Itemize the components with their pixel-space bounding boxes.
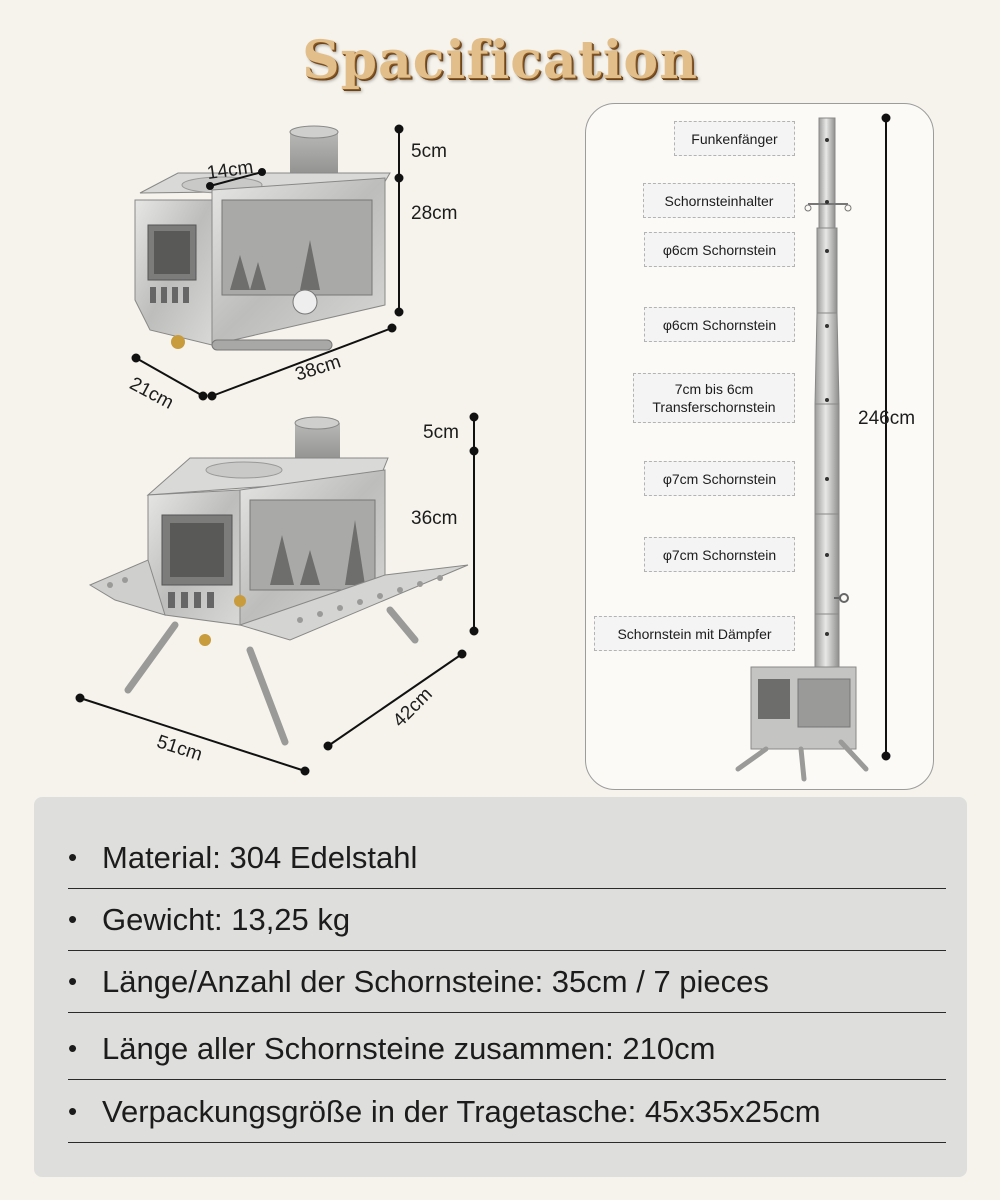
spec-text: Gewicht: 13,25 kg [102,901,351,937]
label-transfer-chimney: 7cm bis 6cm Transferschornstein [633,373,795,423]
spec-text: Länge aller Schornsteine zusammen: 210cm [102,1030,716,1066]
dim-bottom-width: 51cm [154,731,205,766]
spec-row-package-size [68,1081,946,1143]
spec-row-chimney-total-length [68,1018,946,1080]
dim-top-length: 38cm [292,351,344,386]
label-chimney-7cm-1: φ7cm Schornstein [644,461,795,496]
spec-text: Länge/Anzahl der Schornsteine: 35cm / 7 pieces [102,963,769,999]
chimney-total-height: 246cm [858,408,916,429]
spec-row-weight [68,889,946,951]
dim-top-body-height: 28cm [411,203,458,224]
label-chimney-6cm-2: φ6cm Schornstein [644,307,795,342]
spec-row-material [68,827,946,889]
bullet-icon: • [68,904,78,934]
label-chimney-holder: Schornsteinhalter [643,183,795,218]
bullet-icon: • [68,842,78,872]
bullet-icon: • [68,966,78,996]
dim-bottom-body-height: 36cm [411,508,458,529]
dim-top-width: 14cm [205,156,255,185]
bullet-icon: • [68,1033,78,1063]
spec-text: Verpackungsgröße in der Tragetasche: 45x35x25cm [102,1093,821,1129]
label-spark-arrestor: Funkenfänger [674,121,795,156]
label-chimney-damper: Schornstein mit Dämpfer [594,616,795,651]
bullet-icon: • [68,1096,78,1126]
dim-bottom-chimney-height: 5cm [423,422,459,443]
page-title: Spacification [302,30,698,91]
dim-top-chimney-height: 5cm [411,141,447,162]
label-chimney-6cm-1: φ6cm Schornstein [644,232,795,267]
spec-text: Material: 304 Edelstahl [102,839,418,875]
label-chimney-7cm-2: φ7cm Schornstein [644,537,795,572]
chimney-panel [585,103,934,790]
dim-bottom-depth: 42cm [389,683,437,732]
stove-illustrations [0,0,580,790]
spec-row-chimney-count [68,951,946,1013]
dim-top-depth: 21cm [126,373,177,414]
stove-top-image [135,126,390,350]
